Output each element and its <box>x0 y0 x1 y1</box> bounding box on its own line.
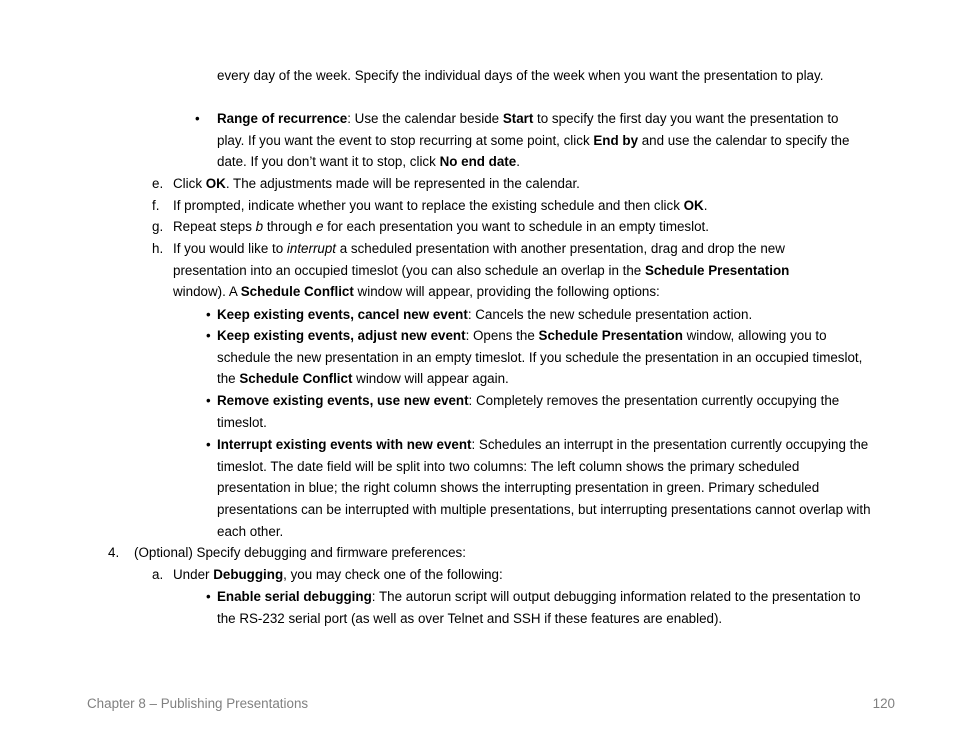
bullet-icon: • <box>206 589 211 604</box>
step-f-label: f. <box>152 198 160 213</box>
step-e-label: e. <box>152 176 164 191</box>
bullet-icon: • <box>206 437 211 452</box>
bullet-icon: • <box>195 111 200 126</box>
step-4a-text: Under Debugging, you may check one of the following: <box>173 567 503 582</box>
option-enable-serial-debugging: Enable serial debugging: The autorun script will output debugging information related to the presentation to the RS-232 serial port (as well as over Telnet and SSH if these features are enabled). <box>217 589 861 626</box>
range-of-recurrence-item: Range of recurrence: Use the calendar beside Start to specify the first day you want the presentation to play. If you want the event to stop recurring at some point, click End by and use the calendar to specify the date. If you don’t want it to stop, click No end date. <box>217 111 850 170</box>
step-e-text: Click OK. The adjustments made will be represented in the calendar. <box>173 176 580 191</box>
option-keep-adjust: Keep existing events, adjust new event: Opens the Schedule Presentation window, allowing you to schedule the new presentation in an empty timeslot. If you schedule the presentation in an occupied timeslot, the Schedule Conflict window will appear again. <box>217 328 863 387</box>
step-f-text: If prompted, indicate whether you want to replace the existing schedule and then click OK. <box>173 198 708 213</box>
footer-chapter: Chapter 8 – Publishing Presentations <box>87 696 309 711</box>
step-4-label: 4. <box>108 545 120 560</box>
bullet-icon: • <box>206 393 211 408</box>
step-4-text: (Optional) Specify debugging and firmware preferences: <box>134 545 466 560</box>
step-h-label: h. <box>152 241 164 256</box>
bullet-icon: • <box>206 328 211 343</box>
footer-page-number: 120 <box>872 696 895 711</box>
bullet-icon: • <box>206 307 211 322</box>
option-remove-use: Remove existing events, use new event: Completely removes the presentation currently occupying the timeslot. <box>217 393 840 430</box>
step-h-text: If you would like to interrupt a scheduled presentation with another presentation, drag and drop the new presentation into an occupied timeslot (you can also schedule an overlap in the Schedule Presentation window). A Schedule Conflict window will appear, providing the following options: <box>173 241 790 300</box>
recurrence-continuation: every day of the week. Specify the individual days of the week when you want the presentation to play. <box>217 68 824 83</box>
step-g-text: Repeat steps b through e for each presentation you want to schedule in an empty timeslot. <box>173 219 709 234</box>
step-g-label: g. <box>152 219 164 234</box>
option-keep-cancel: Keep existing events, cancel new event: Cancels the new schedule presentation action. <box>217 307 753 322</box>
step-4a-label: a. <box>152 567 164 582</box>
option-interrupt: Interrupt existing events with new event: Schedules an interrupt in the presentation currently occupying the timeslot. The date field will be split into two columns: The left column shows the primary scheduled presentation in blue; the right column shows the interrupting presentation in green. Primary scheduled presentations can be interrupted with multiple presentations, but interrupting presentations cannot overlap with each other. <box>217 437 871 539</box>
